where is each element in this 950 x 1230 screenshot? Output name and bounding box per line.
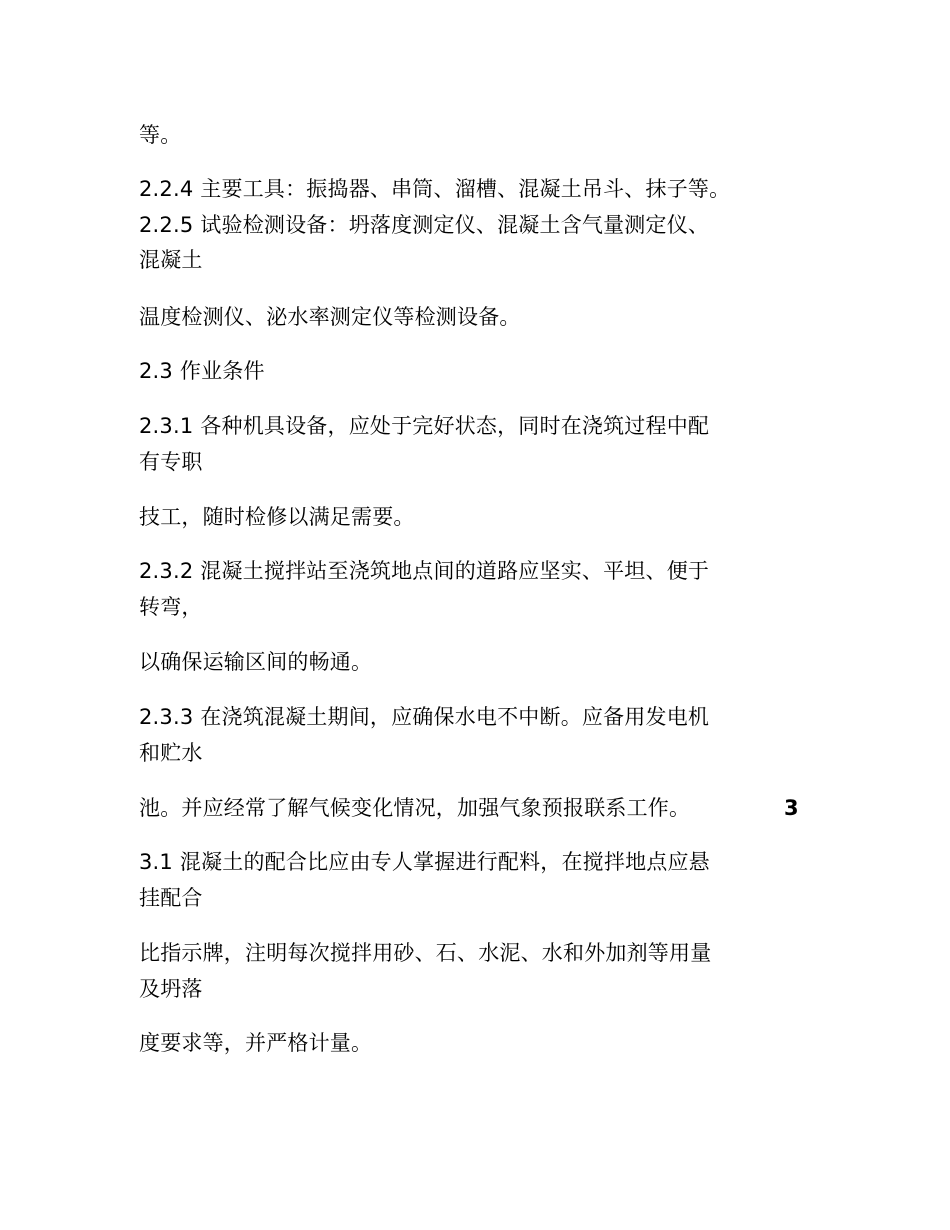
text-line: 2.2.5 试验检测设备：坍落度测定仪、混凝土含气量测定仪、 bbox=[139, 213, 710, 237]
text-line: 以确保运输区间的畅通。 bbox=[139, 650, 373, 674]
text-line: 挂配合 bbox=[139, 886, 203, 910]
section-heading: 2.3 作业条件 bbox=[139, 359, 265, 383]
text-line: 有专职 bbox=[139, 450, 203, 474]
text-line: 比指示牌，注明每次搅拌用砂、石、水泥、水和外加剂等用量 bbox=[139, 941, 712, 965]
text-line: 2.3.3 在浇筑混凝土期间，应确保水电不中断。应备用发电机 bbox=[139, 705, 710, 729]
text-line: 池。并应经常了解气候变化情况，加强气象预报联系工作。 bbox=[139, 796, 691, 820]
text-line: 转弯， bbox=[139, 595, 203, 619]
text-line: 2.2.4 主要工具：振捣器、串筒、溜槽、混凝土吊斗、抹子等。 bbox=[139, 177, 731, 201]
text-line: 和贮水 bbox=[139, 741, 203, 765]
text-line: 及坍落 bbox=[139, 977, 203, 1001]
section-number: 3 bbox=[784, 796, 799, 820]
text-line: 等。 bbox=[139, 123, 182, 147]
text-line: 3.1 混凝土的配合比应由专人掌握进行配料，在搅拌地点应悬 bbox=[139, 850, 710, 874]
text-line: 度要求等，并严格计量。 bbox=[139, 1031, 373, 1055]
text-line: 技工，随时检修以满足需要。 bbox=[139, 505, 415, 529]
text-line: 温度检测仪、泌水率测定仪等检测设备。 bbox=[139, 305, 521, 329]
text-line: 混凝土 bbox=[139, 248, 203, 272]
text-line: 2.3.1 各种机具设备，应处于完好状态，同时在浇筑过程中配 bbox=[139, 414, 710, 438]
text-line: 2.3.2 混凝土搅拌站至浇筑地点间的道路应坚实、平坦、便于 bbox=[139, 559, 710, 583]
